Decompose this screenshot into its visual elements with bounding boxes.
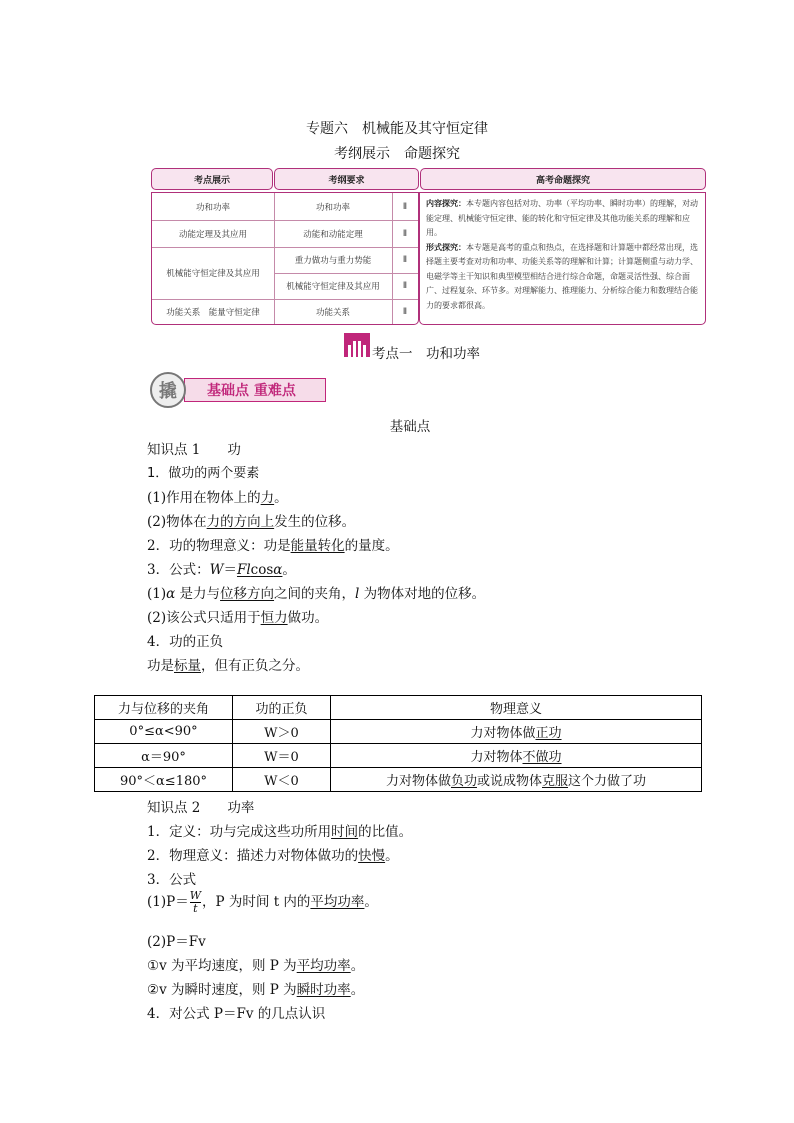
outline-requirement: 重力做功与重力势能 xyxy=(294,256,372,266)
outline-point: 功能关系 能量守恒定律 xyxy=(166,307,260,318)
outline-level: Ⅱ xyxy=(402,281,408,291)
kp1-line: (2)物体在力的方向上发生的位移。 xyxy=(147,514,356,530)
header-explore: 高考命题探究 xyxy=(420,168,706,190)
outline-level: Ⅱ xyxy=(402,255,408,265)
table-row xyxy=(95,720,702,744)
table-row xyxy=(95,744,702,768)
meaning-cell: 力对物体不做功 xyxy=(331,744,702,768)
kp2-line: 2．物理意义：描述力对物体做功的快慢。 xyxy=(147,848,399,864)
sign-cell: W＞0 xyxy=(233,720,331,744)
table-header: 物理意义 xyxy=(331,696,702,720)
kp1-line: 功是标量，但有正负之分。 xyxy=(147,658,309,674)
outline-grid xyxy=(151,192,419,325)
banner-bar: 基础点 重难点 xyxy=(184,378,326,402)
outline-point: 动能定理及其应用 xyxy=(178,229,247,240)
kp2-line: (2)P＝Fv xyxy=(147,934,206,950)
page-title: 专题六 机械能及其守恒定律 xyxy=(306,121,488,137)
outline-level: Ⅱ xyxy=(402,306,408,317)
section-heading: 考点一 功和功率 xyxy=(372,346,480,362)
outline-requirement: 功和功率 xyxy=(315,202,350,213)
kp1-line: 1．做功的两个要素 xyxy=(147,466,260,481)
fraction: $\frac{W}{t}$ xyxy=(189,889,202,915)
header-requirements: 考纲要求 xyxy=(274,168,419,190)
work-sign-table xyxy=(94,695,702,792)
kp2-line: 3．公式 xyxy=(147,872,197,888)
kp2-line: ②v 为瞬时速度，则 P 为瞬时功率。 xyxy=(147,982,365,998)
explore-form-label: 形式探究： xyxy=(426,242,466,252)
outline-requirement: 机械能守恒定律及其应用 xyxy=(286,282,380,292)
kp2-title: 知识点 2 功率 xyxy=(147,800,255,816)
page-subtitle: 考纲展示 命题探究 xyxy=(334,146,460,162)
outline-point: 机械能守恒定律及其应用 xyxy=(166,269,260,279)
kp1-title: 知识点 1 功 xyxy=(147,442,241,458)
table-header-row xyxy=(95,696,702,720)
explore-content: 本专题内容包括对功、功率（平均功率、瞬时功率）的理解，对动能定理、机械能守恒定律、能的转化和守恒定律及其他功能关系的理解和应用。 xyxy=(426,199,698,237)
kp1-line: (2)该公式只适用于恒力做功。 xyxy=(147,610,329,626)
kp1-line: 4．功的正负 xyxy=(147,634,224,650)
angle-cell: 0°≤α<90° xyxy=(95,720,233,744)
angle-cell: 90°＜α≤180° xyxy=(95,768,233,792)
meaning-cell: 力对物体做负功或说成物体克服这个力做了功 xyxy=(331,768,702,792)
kp2-line: 4．对公式 P＝Fv 的几点认识 xyxy=(147,1006,326,1022)
section-sub: 基础点 xyxy=(389,419,431,435)
table-header: 功的正负 xyxy=(233,696,331,720)
explore-content-label: 内容探究： xyxy=(426,199,466,208)
sign-cell: W＜0 xyxy=(233,768,331,792)
kp1-line: (1)α 是力与位移方向之间的夹角，l 为物体对地的位移。 xyxy=(147,586,486,602)
outline-level: Ⅱ xyxy=(402,228,408,239)
outline-point: 功和功率 xyxy=(195,202,230,213)
kp2-line: ①v 为平均速度，则 P 为平均功率。 xyxy=(147,958,365,974)
kp1-line: (1)作用在物体上的力。 xyxy=(147,490,288,506)
outline-requirement: 功能关系 xyxy=(315,307,350,318)
outline-requirement: 动能和动能定理 xyxy=(303,229,363,240)
table-header: 力与位移的夹角 xyxy=(95,696,233,720)
angle-cell: α＝90° xyxy=(95,744,233,768)
header-points: 考点展示 xyxy=(151,168,273,190)
meaning-cell: 力对物体做正功 xyxy=(331,720,702,744)
kp1-line: 2．功的物理意义：功是能量转化的量度。 xyxy=(147,538,399,554)
kp1-formula: 3．公式：W＝Flcosα。 xyxy=(147,562,296,578)
banner-mark: 撬 xyxy=(150,372,186,408)
kp2-formula: (1)P＝ $\frac{W}{t}$ ，P 为时间 t 内的平均功率。 xyxy=(147,889,378,915)
sign-cell: W＝0 xyxy=(233,744,331,768)
explore-form: 本专题是高考的重点和热点，在选择题和计算题中都经常出现，选择题主要考查对功和功率、功能关系等的理解和计算；计算题侧重与动力学、电磁学等主干知识和典型模型相结合进行综合命题，命题灵活性强、综合面广、过程复杂、环节多。对理解能力、推理能力、分析综合能力和数理结合能力的要求都很高。 xyxy=(426,242,698,310)
outline-level: Ⅱ xyxy=(402,201,408,212)
section-icon xyxy=(344,333,370,357)
kp2-line: 1．定义：功与完成这些功所用时间的比值。 xyxy=(147,824,413,840)
table-row xyxy=(95,768,702,792)
explore-box xyxy=(419,192,706,325)
